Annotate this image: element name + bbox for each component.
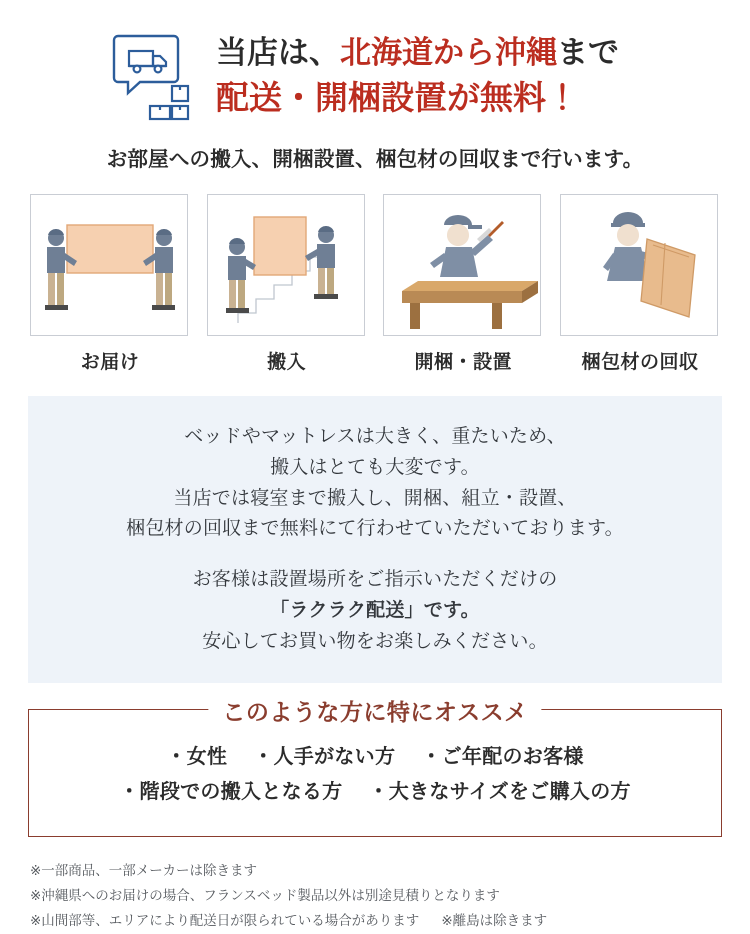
recommend-row [39, 740, 711, 775]
headline-text-5: が無料！ [447, 78, 579, 116]
worker-assembling-bed-frame-icon [383, 194, 541, 336]
note-line: ※一部商品、一部メーカーは除きます [30, 863, 258, 879]
headline-text-4: 配送・開梱設置 [216, 78, 447, 116]
recommend-item: ・大きなサイズをご購入の方 [368, 781, 631, 804]
info-line-highlight: 「ラクラク配送」です。 [270, 599, 480, 621]
step-item [207, 194, 367, 374]
subtitle: お部屋への搬入、開梱設置、梱包材の回収まで行います。 [106, 148, 644, 171]
recommend-item: ・人手がない方 [253, 746, 396, 769]
workers-carrying-up-stairs-icon [207, 194, 365, 336]
step-label: 開梱・設置 [414, 352, 513, 373]
worker-carrying-cardboard-icon [560, 194, 718, 336]
notes [28, 859, 722, 934]
note-line [30, 909, 722, 934]
info-panel [28, 396, 722, 683]
recommend-item: ・女性 [166, 746, 228, 769]
step-label: 梱包材の回収 [581, 352, 699, 373]
headline-line-1 [216, 32, 619, 75]
step-item [560, 194, 720, 374]
recommend-box [28, 699, 722, 837]
step-label: 搬入 [267, 352, 307, 373]
two-workers-carrying-mattress-icon [30, 194, 188, 336]
step-item [30, 194, 190, 374]
info-line: ベッドやマットレスは大きく、重たいため、 [184, 426, 566, 447]
info-line: 搬入はとても大変です。 [270, 456, 480, 478]
headline-text-2: 北海道から沖縄 [340, 35, 557, 70]
step-item [383, 194, 543, 374]
info-line: 当店では寝室まで搬入し、開梱、組立・設置、 [173, 487, 577, 509]
info-line: 安心してお買い物をお楽しみください。 [202, 630, 548, 652]
note-text: ※離島は除きます [441, 913, 548, 929]
header [28, 0, 722, 126]
step-label: お届け [80, 352, 140, 373]
headline-text-1: 当店は、 [216, 35, 340, 70]
recommend-row [39, 775, 711, 810]
delivery-truck-icon [110, 30, 206, 126]
note-line: ※沖縄県へのお届けの場合、フランスベッド製品以外は別途見積りとなります [30, 888, 500, 904]
info-line: お客様は設置場所をご指示いただくだけの [192, 569, 558, 591]
recommend-item: ・階段での搬入となる方 [119, 781, 343, 804]
step-list [28, 194, 722, 374]
headline-line-2 [216, 75, 619, 121]
recommend-title: このような方に特にオススメ [208, 694, 541, 727]
spacer [48, 545, 702, 565]
headline-text-3: まで [557, 35, 619, 70]
headline [216, 26, 619, 120]
info-line: 梱包材の回収まで無料にて行わせていただいております。 [126, 518, 624, 540]
recommend-item: ・ご年配のお客様 [421, 746, 584, 769]
note-text: ※山間部等、エリアにより配送日が限られている場合があります [30, 913, 420, 929]
